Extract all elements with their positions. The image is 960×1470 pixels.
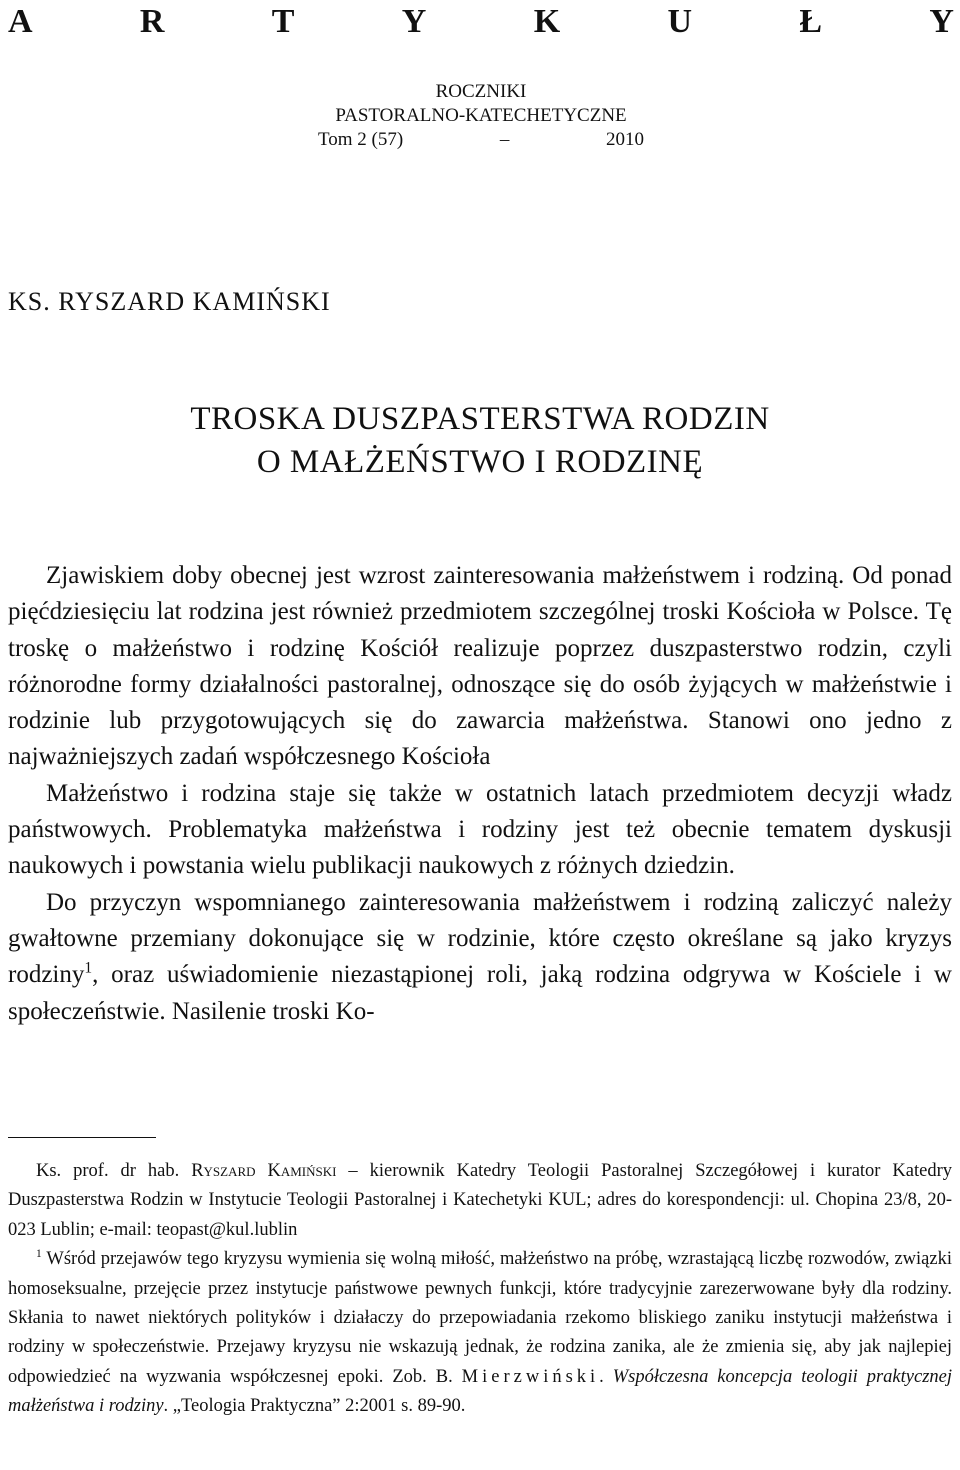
journal-year: 2010 xyxy=(606,129,644,150)
footnote-1 xyxy=(8,1245,952,1421)
section-heading-artykuly xyxy=(8,2,954,42)
footnote-ref-1[interactable]: 1 xyxy=(84,959,93,977)
footnote-1-citation: . „Teologia Praktyczna” 2:2001 s. 89-90. xyxy=(163,1396,466,1417)
heading-letter: U xyxy=(667,3,693,40)
footnote-separator xyxy=(8,1137,156,1138)
article-body xyxy=(8,558,952,1030)
author-footnote-prefix: Ks. prof. dr hab. xyxy=(36,1161,192,1181)
heading-letter: Y xyxy=(929,3,954,40)
footnote-1-cited-title: Współczesna koncepcja teologii praktycznej małżeństwa i rodziny xyxy=(8,1366,952,1417)
article-title-line2: O MAŁŻEŃSTWO I RODZINĘ xyxy=(256,444,704,480)
body-paragraph-3-part2: , oraz uświadomienie niezastąpionej roli, jaką rodzina odgrywa w Kościele i w społeczeństwie. Nasilenie troski Ko- xyxy=(8,961,952,1025)
journal-volume: Tom 2 (57) xyxy=(318,129,404,150)
footnotes xyxy=(8,1157,952,1422)
body-paragraph-3-part1: Do przyczyn wspomnianego zainteresowania małżeństwem i rodziną zaliczyć należy gwałtowne przemiany dokonujące się w rodzinie, które często określane są jako kryzys rodziny xyxy=(8,888,952,989)
article-author: KS. RYSZARD KAMIŃSKI xyxy=(8,287,331,316)
author-footnote-name: Ryszard Kamiński xyxy=(191,1161,337,1181)
body-paragraph-2: Małżeństwo i rodzina staje się także w ostatnich latach przedmiotem decyzji władz państwowych. Problematyka małżeństwa i rodziny jest też obecnie tematem dyskusji naukowych i powstania wielu publikacji naukowych z różnych dziedzin. xyxy=(8,779,952,880)
footnote-1-number: 1 xyxy=(36,1248,42,1261)
journal-volume-line xyxy=(318,128,644,152)
heading-letter: Y xyxy=(401,3,427,40)
footnote-1-cited-author: Mierzwiński xyxy=(461,1366,600,1387)
heading-letter: K xyxy=(533,3,561,40)
author-footnote-text: – kierownik Katedry Teologii Pastoralnej Szczegółowej i kurator Katedry Duszpasterstwa Rodzin w Instytucie Teologii Pastoralnej i Katechetyki KUL; adres do korespondencji: ul. Chopina 23/8, 20-023 Lublin; e-mail: teopast@kul.lublin xyxy=(8,1161,952,1240)
journal-info xyxy=(318,80,644,152)
heading-letter: Ł xyxy=(799,3,823,40)
heading-letter: T xyxy=(271,3,295,40)
footnote-1-text: Wśród przejawów tego kryzysu wymienia się wolną miłość, małżeństwo na próbę, wzrastającą liczbę rozwodów, związki homoseksualne, przejęcie przez instytucje państwowe pewnych funkcji, które tradycyjnie zarezerwowane były dla rodziny. Skłania to nawet niektórych polityków i działaczy do przepowiadania rzekomo bliskiego zaniku instytucji małżeństwa i rodziny w społeczeństwie. Przejawy kryzysu nie wskazują jednak, że rodzina zanika, ale że zmienia się, aby jak najlepiej odpowiedzieć na wyzwania współczesnej epoki. Zob. B. xyxy=(8,1249,952,1387)
article-title-line1: TROSKA DUSZPASTERSTWA RODZIN xyxy=(190,401,770,437)
journal-dash: – xyxy=(499,129,510,150)
body-paragraph-3 xyxy=(8,885,952,1030)
footnote-1-punct: . xyxy=(599,1366,613,1387)
article-title xyxy=(0,398,960,484)
heading-letter: A xyxy=(8,3,33,40)
body-paragraph-1: Zjawiskiem doby obecnej jest wzrost zainteresowania małżeństwem i rodziną. Od ponad pięćdziesięciu lat rodzina jest również przedmiotem szczególnej troski Kościoła w Polsce. Tę troskę o małżeństwo i rodzinę Kościół realizuje poprzez duszpasterstwo rodzin, czyli różnorodne formy działalności pastoralnej, odnoszące się do osób żyjących w małżeństwie i rodzinie lub przygotowujących się do zawarcia małżeństwa. Stanowi ono jedno z najważniejszych zadań współczesnego Kościoła xyxy=(8,562,952,771)
journal-name-line1: ROCZNIKI xyxy=(435,81,527,102)
heading-letter: R xyxy=(139,3,165,40)
journal-name-line2: PASTORALNO-KATECHETYCZNE xyxy=(335,105,627,126)
author-footnote xyxy=(8,1157,952,1245)
